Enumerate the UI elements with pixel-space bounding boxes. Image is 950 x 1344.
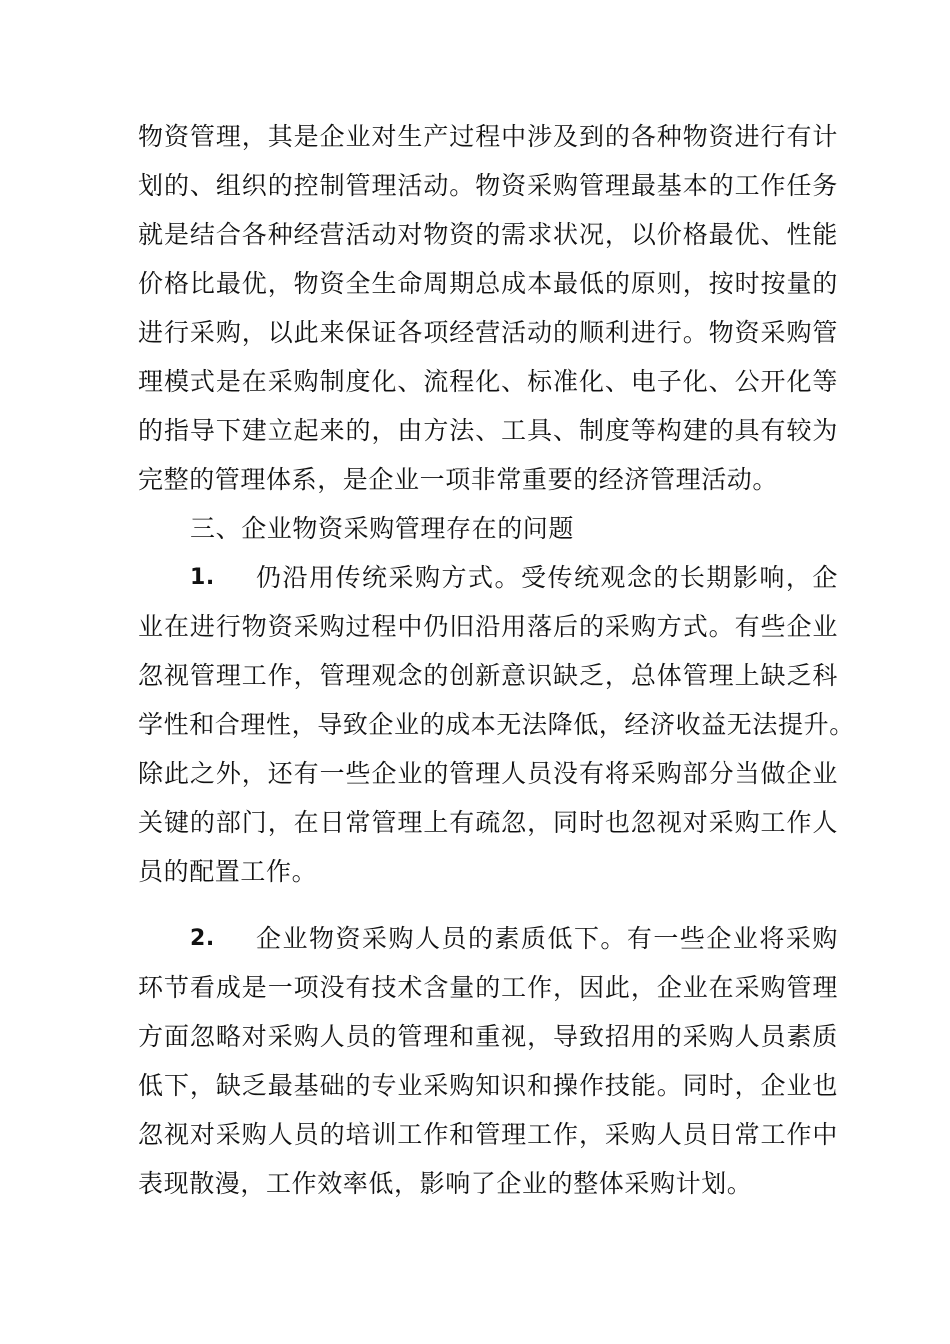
paragraph-material-management xyxy=(138,112,838,504)
text-line: 低下，缺乏最基础的专业采购知识和操作技能。同时，企业也 xyxy=(138,1071,838,1100)
text-line: 完整的管理体系，是企业一项非常重要的经济管理活动。 xyxy=(138,465,779,494)
item-number: 2. xyxy=(190,926,215,951)
text-line: 价格比最优，物资全生命周期总成本最低的原则，按时按量的 xyxy=(138,269,838,298)
text-line: 关键的部门，在日常管理上有疏忽，同时也忽视对采购工作人 xyxy=(138,808,838,837)
list-item-2 xyxy=(138,914,838,1208)
text-line: 仍沿用传统采购方式。受传统观念的长期影响，企 xyxy=(256,563,838,592)
text-line: 理模式是在采购制度化、流程化、标准化、电子化、公开化等 xyxy=(138,367,838,396)
text-line: 学性和合理性，导致企业的成本无法降低，经济收益无法提升。 xyxy=(138,710,855,739)
paragraph-spacer xyxy=(138,896,838,914)
item-number: 1. xyxy=(190,565,215,590)
document-body xyxy=(138,112,855,1208)
text-line: 忽视管理工作，管理观念的创新意识缺乏，总体管理上缺乏科 xyxy=(138,661,838,690)
numbered-line xyxy=(138,553,838,602)
text-line: 方面忽略对采购人员的管理和重视，导致招用的采购人员素质 xyxy=(138,1022,838,1051)
text-line: 物资管理，其是企业对生产过程中涉及到的各种物资进行有计 xyxy=(138,122,838,151)
text-line: 业在进行物资采购过程中仍旧沿用落后的采购方式。有些企业 xyxy=(138,612,838,641)
text-line: 表现散漫，工作效率低，影响了企业的整体采购计划。 xyxy=(138,1169,753,1198)
text-line: 员的配置工作。 xyxy=(138,857,318,886)
text-line: 环节看成是一项没有技术含量的工作，因此，企业在采购管理 xyxy=(138,973,838,1002)
section-heading: 三、企业物资采购管理存在的问题 xyxy=(190,514,575,543)
numbered-line xyxy=(138,914,838,963)
text-line: 忽视对采购人员的培训工作和管理工作，采购人员日常工作中 xyxy=(138,1120,838,1149)
list-item-1 xyxy=(138,553,855,896)
text-line: 进行采购，以此来保证各项经营活动的顺利进行。物资采购管 xyxy=(138,318,838,347)
text-line: 企业物资采购人员的素质低下。有一些企业将采购 xyxy=(256,924,838,953)
text-line: 就是结合各种经营活动对物资的需求状况，以价格最优、性能 xyxy=(138,220,838,249)
text-line: 的指导下建立起来的，由方法、工具、制度等构建的具有较为 xyxy=(138,416,838,445)
text-line: 除此之外，还有一些企业的管理人员没有将采购部分当做企业 xyxy=(138,759,838,788)
text-line: 划的、组织的控制管理活动。物资采购管理最基本的工作任务 xyxy=(138,171,838,200)
